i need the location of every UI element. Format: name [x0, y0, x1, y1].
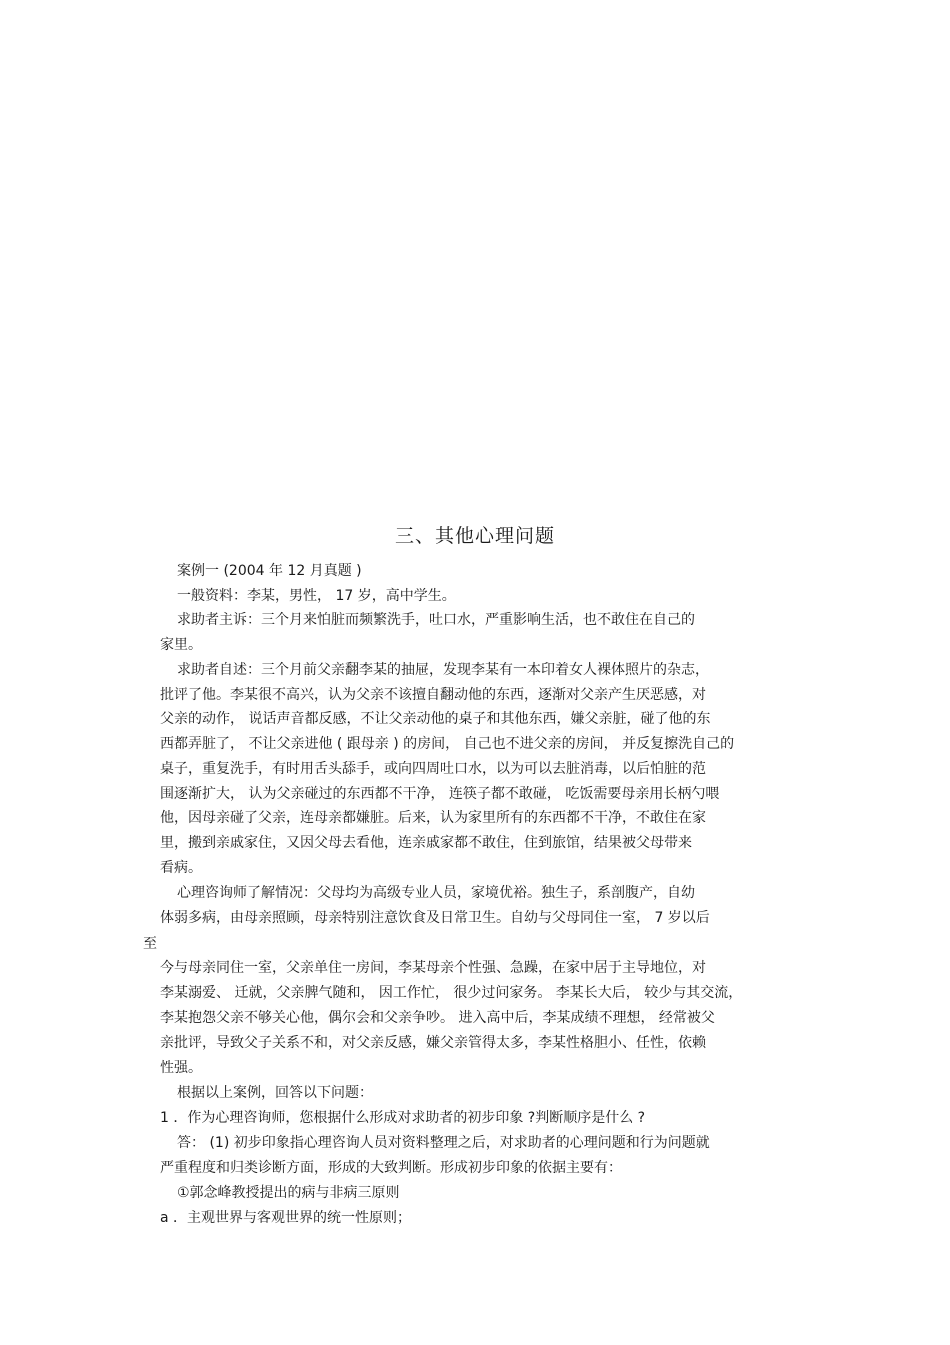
text-line: 西都弄脏了， 不让父亲进他 ( 跟母亲 ) 的房间， 自己也不进父亲的房间， 并反复擦洗自己的 — [160, 736, 735, 752]
text-line: 严重程度和归类诊断方面，形成的大致判断。形成初步印象的依据主要有： — [160, 1160, 622, 1176]
text-line: 亲批评，导致父子关系不和，对父亲反感，嫌父亲管得太多，李某性格胆小、任性，依赖 — [160, 1035, 706, 1051]
text-line: 桌子，重复洗手，有时用舌头舔手，或向四周吐口水，以为可以去脏消毒，以后怕脏的范 — [160, 761, 706, 777]
text-line: 李某溺爱、 迁就，父亲脾气随和， 因工作忙， 很少过问家务。 李某长大后， 较少与其交流， — [160, 985, 743, 1001]
text-line: 性强。 — [160, 1060, 202, 1076]
text-line: 心理咨询师了解情况：父母均为高级专业人员，家境优裕。独生子，系剖腹产，自幼 — [177, 885, 695, 901]
text-line: 批评了他。李某很不高兴，认为父亲不该擅自翻动他的东西，逐渐对父亲产生厌恶感，对 — [160, 687, 706, 703]
text-line: 至 — [143, 936, 157, 952]
text-line: 1 ．作为心理咨询师，您根据什么形成对求助者的初步印象 ?判断顺序是什么 ? — [160, 1110, 646, 1126]
text-line: 里，搬到亲戚家住，又因父母去看他，连亲戚家都不敢住，住到旅馆，结果被父母带来 — [160, 835, 692, 851]
text-line: 围逐渐扩大， 认为父亲碰过的东西都不干净， 连筷子都不敢碰， 吃饭需要母亲用长柄勺喂 — [160, 786, 720, 802]
text-line: 求助者自述：三个月前父亲翻李某的抽屉，发现李某有一本印着女人裸体照片的杂志， — [177, 662, 709, 678]
text-line: 案例一 (2004 年 12 月真题 ) — [177, 563, 362, 579]
text-line: 父亲的动作， 说话声音都反感，不让父亲动他的桌子和其他东西，嫌父亲脏，碰了他的东 — [160, 711, 711, 727]
text-line: a ．主观世界与客观世界的统一性原则； — [160, 1210, 412, 1226]
section-title: 三、其他心理问题 — [394, 525, 555, 547]
text-line: 体弱多病，由母亲照顾，母亲特别注意饮食及日常卫生。自幼与父母同住一室， 7 岁以后 — [160, 910, 710, 926]
text-line: 他，因母亲碰了父亲，连母亲都嫌脏。后来，认为家里所有的东西都不干净，不敢住在家 — [160, 810, 706, 826]
text-line: ①郭念峰教授提出的病与非病三原则 — [177, 1185, 400, 1201]
text-line: 求助者主诉：三个月来怕脏而频繁洗手，吐口水，严重影响生活，也不敢住在自己的 — [177, 612, 695, 628]
text-line: 一般资料：李某，男性， 17 岁，高中学生。 — [177, 588, 456, 604]
text-line: 根据以上案例，回答以下问题： — [177, 1085, 373, 1101]
text-line: 李某抱怨父亲不够关心他，偶尔会和父亲争吵。 进入高中后，李某成绩不理想， 经常被父 — [160, 1010, 715, 1026]
text-line: 今与母亲同住一室，父亲单住一房间，李某母亲个性强、急躁，在家中居于主导地位，对 — [160, 960, 706, 976]
text-line: 看病。 — [160, 860, 202, 876]
text-line: 家里。 — [160, 637, 202, 653]
text-line: 答： (1) 初步印象指心理咨询人员对资料整理之后，对求助者的心理问题和行为问题就 — [177, 1135, 710, 1151]
